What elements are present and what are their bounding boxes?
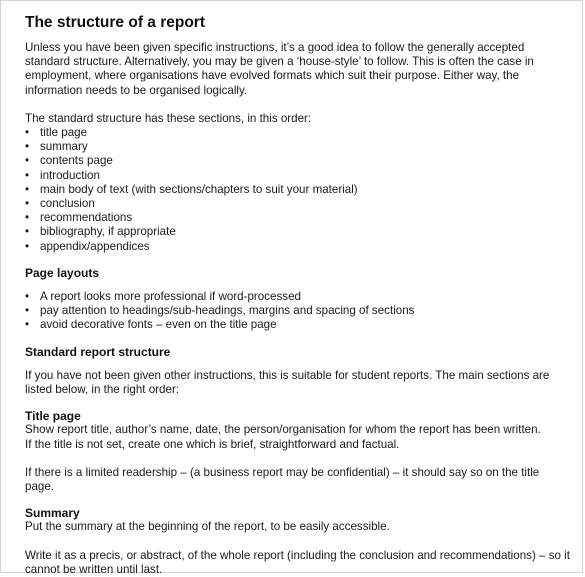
bullet-icon: • — [25, 318, 30, 332]
list-item — [25, 211, 570, 225]
list-item-text: A report looks more professional if word-processed — [40, 290, 301, 304]
bullet-icon: • — [25, 225, 30, 239]
bullet-icon: • — [25, 290, 30, 304]
intro-paragraph: Unless you have been given specific instructions, it’s a good idea to follow the generally accepted standard structure. Alternatively, you may be given a ‘house-style’ to follow. This is often the case in employment, where organisations have evolved formats which suit their purpose. Either way, the information needs to be organised logically. — [25, 41, 534, 97]
list-item — [25, 304, 570, 318]
limited-readership-paragraph: If there is a limited readership – (a business report may be confidential) – it should say so on the title page. — [25, 465, 540, 494]
list-item-text: pay attention to headings/sub-headings, margins and spacing of sections — [40, 304, 415, 318]
bullet-icon: • — [25, 211, 30, 225]
title-page-line-2: If the title is not set, create one which is brief, straightforward and factual. — [25, 437, 400, 451]
precis-paragraph: Write it as a precis, or abstract, of the whole report (including the conclusion and recommendations) – so it cannot be written until last. — [25, 548, 570, 576]
list-item — [25, 169, 570, 183]
bullet-icon: • — [25, 197, 30, 211]
list-item-text: title page — [40, 126, 88, 140]
standard-report-paragraph: If you have not been given other instructions, this is suitable for student reports. The main sections are listed below, in the right order: — [25, 368, 550, 397]
standard-report-heading: Standard report structure — [25, 344, 171, 359]
list-item-text: summary — [40, 140, 88, 154]
page-layouts-heading: Page layouts — [25, 265, 100, 280]
bullet-icon: • — [25, 126, 30, 140]
list-item — [25, 318, 570, 332]
list-item — [25, 290, 570, 304]
list-item — [25, 140, 570, 154]
list-item-text: recommendations — [40, 211, 133, 225]
list-item-text: introduction — [40, 168, 100, 182]
title-page-line-1: Show report title, author’s name, date, the person/organisation for whom the report has been written. — [25, 423, 541, 437]
bullet-icon: • — [25, 168, 30, 182]
bullet-icon: • — [25, 182, 30, 196]
list-item-text: main body of text (with sections/chapters to suit your material) — [40, 182, 358, 196]
list-item-text: conclusion — [40, 197, 95, 211]
document-content — [25, 13, 570, 577]
list-item-text: avoid decorative fonts – even on the title page — [40, 318, 277, 332]
list-item — [25, 183, 570, 197]
list-item-text: contents page — [40, 154, 113, 168]
list-item — [25, 197, 570, 211]
summary-line-1: Put the summary at the beginning of the report, to be easily accessible. — [25, 520, 390, 534]
list-item — [25, 240, 570, 254]
list-item-text: bibliography, if appropriate — [40, 225, 176, 239]
page-layouts-list — [25, 290, 570, 333]
list-item — [25, 225, 570, 239]
bullet-icon: • — [25, 154, 30, 168]
document-title: The structure of a report — [25, 14, 205, 31]
summary-heading: Summary — [25, 506, 80, 521]
bullet-icon: • — [25, 140, 30, 154]
title-page-heading: Title page — [25, 409, 81, 424]
list-item-text: appendix/appendices — [40, 239, 150, 253]
list-item — [25, 154, 570, 168]
list-item — [25, 126, 570, 140]
bullet-icon: • — [25, 239, 30, 253]
sections-list — [25, 126, 570, 254]
bullet-icon: • — [25, 304, 30, 318]
standard-structure-intro: The standard structure has these sections, in this order: — [25, 111, 312, 125]
